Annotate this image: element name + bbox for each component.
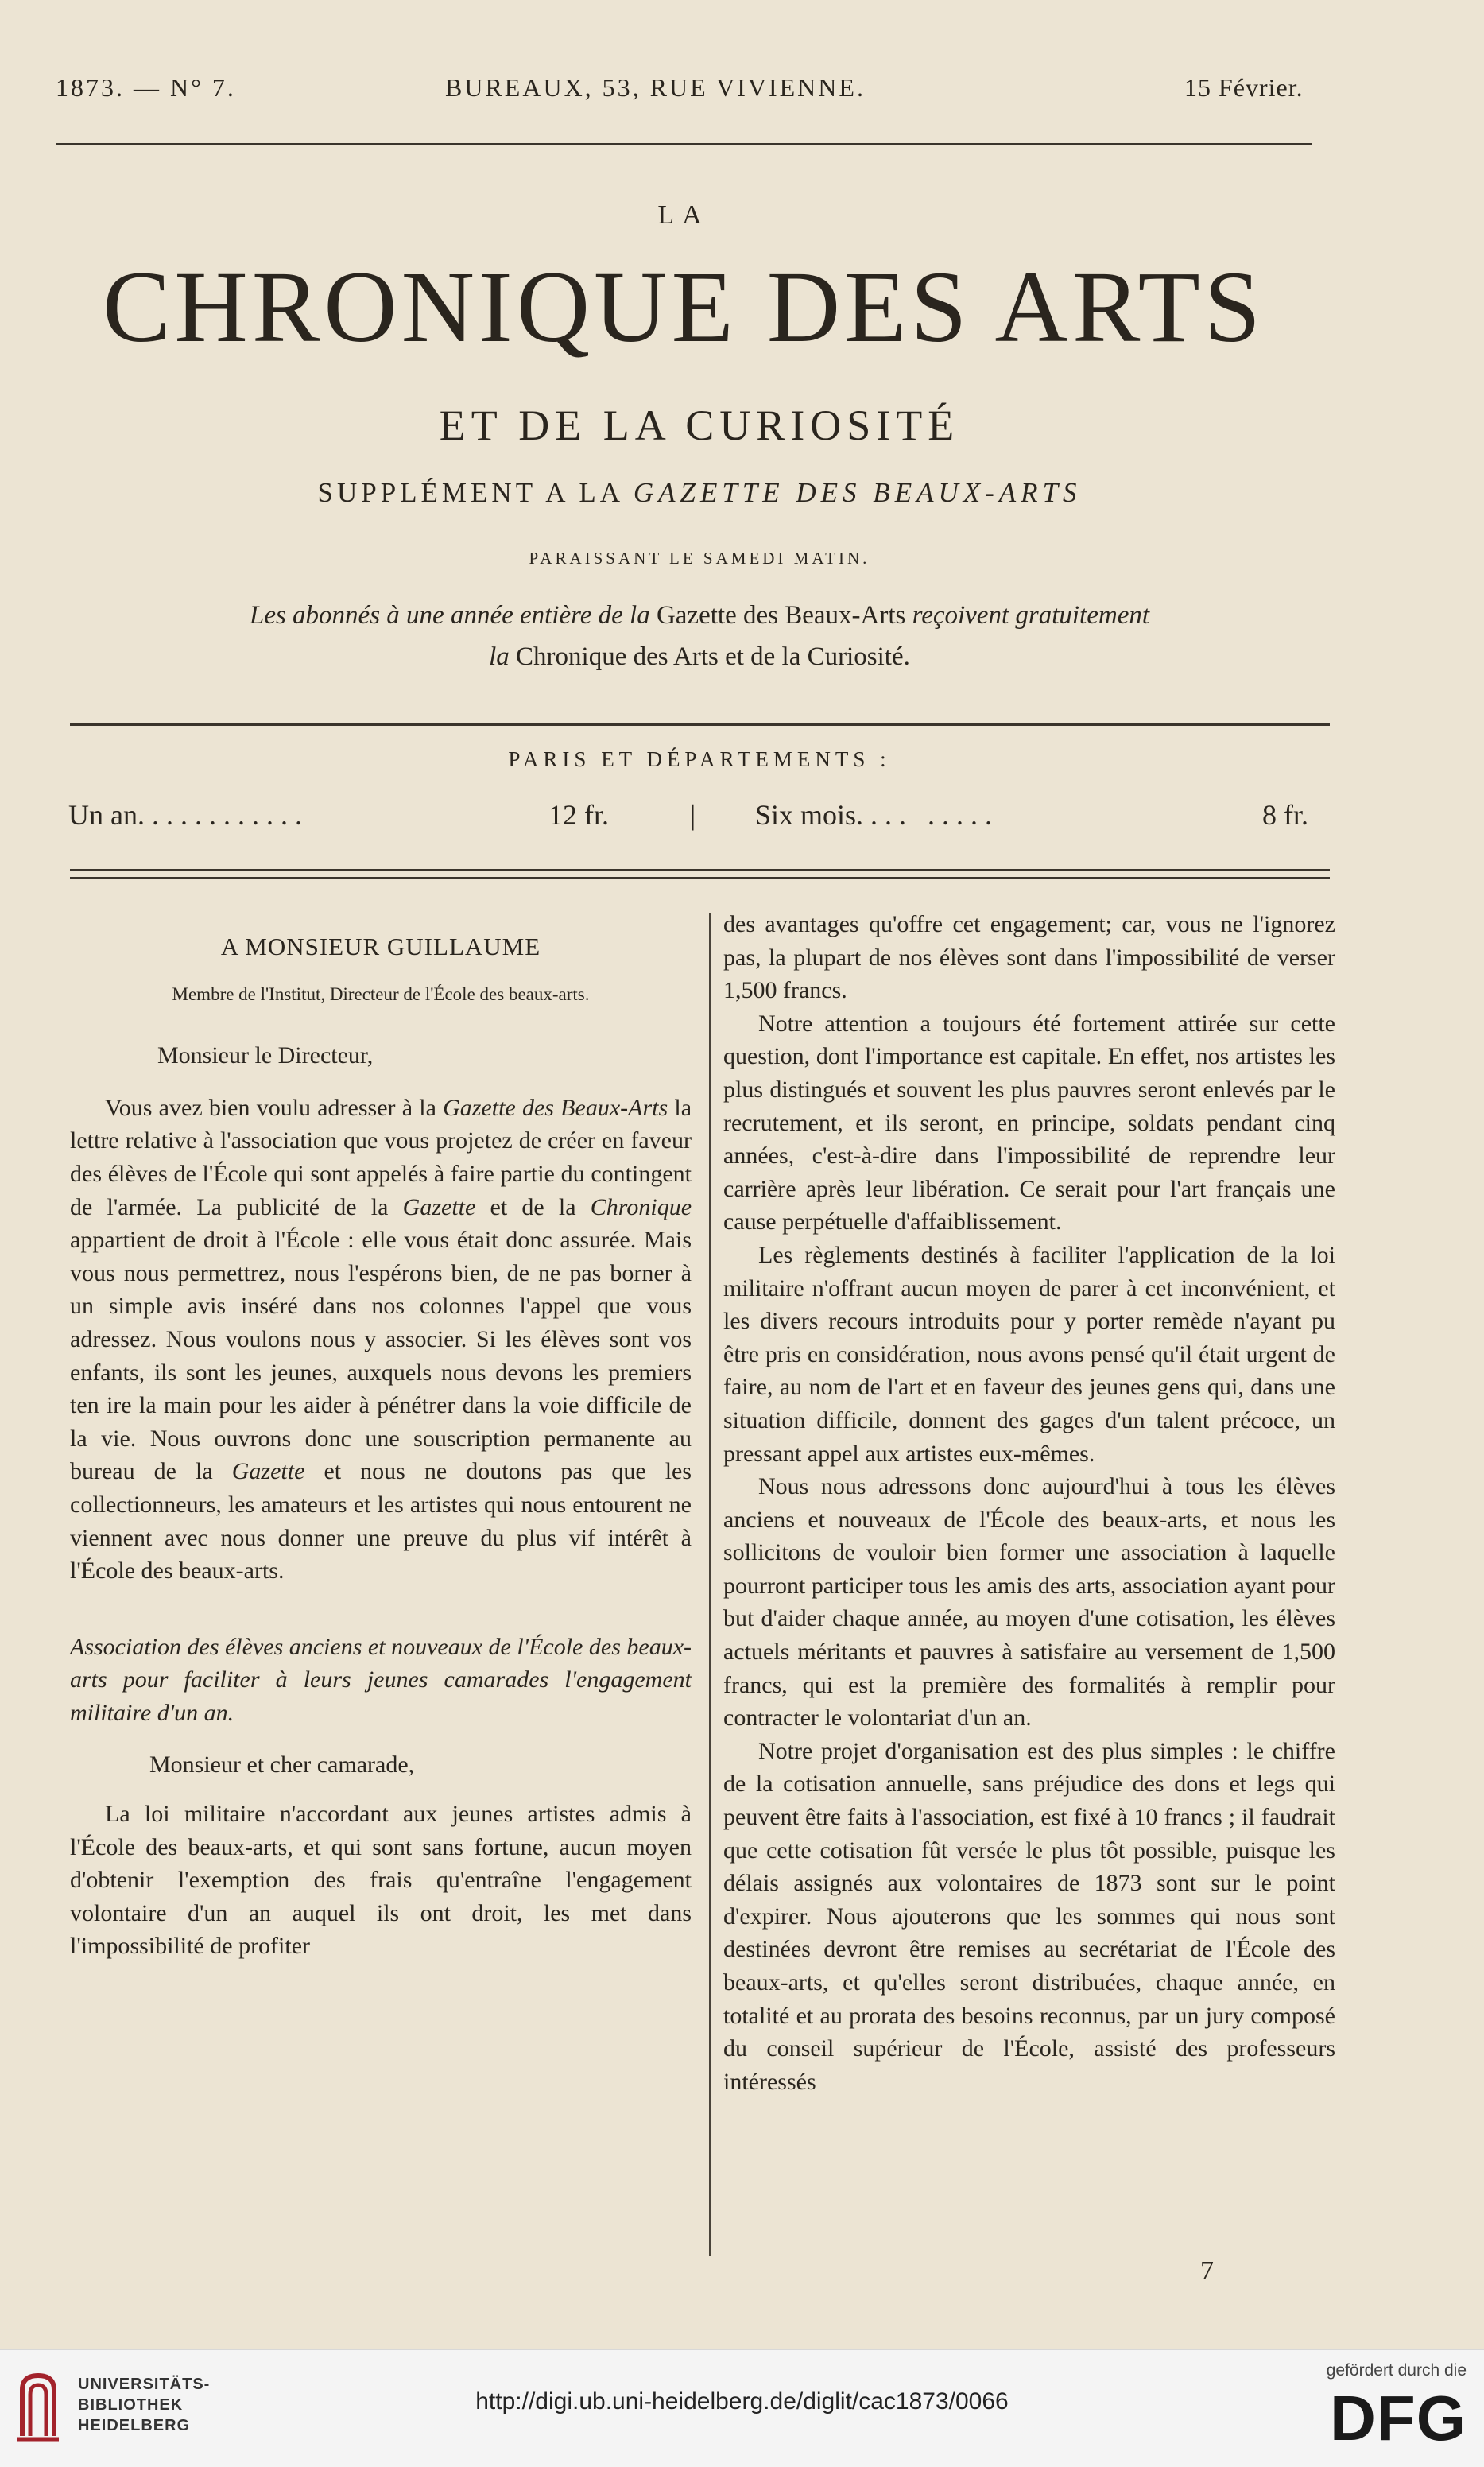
issue-number: 1873. — N° 7.	[56, 73, 236, 102]
library-line: UNIVERSITÄTS-	[78, 2376, 211, 2393]
article-heading: A MONSIEUR GUILLAUME	[220, 933, 541, 960]
masthead-subtitle: ET DE LA CURIOSITÉ	[439, 401, 960, 449]
subscription-heading: PARIS ET DÉPARTEMENTS :	[508, 747, 891, 771]
text-run: Chronique	[590, 1193, 692, 1220]
association-title: Association des élèves anciens et nouveaux de l'École des beaux-arts pour faciliter à leurs jeunes camarades l'engagement militaire d'un an.	[70, 1633, 692, 1726]
masthead-article: LA	[657, 200, 710, 230]
text-run: la lettre relative à l'association que vous projetez de créer en faveur des élèves de l'École qui sont appelés à faire partie du contingent de l'armée. La publicité de la	[70, 1094, 692, 1220]
text-run: Gazette	[231, 1458, 305, 1485]
subscription-rule-1	[70, 869, 1330, 871]
masthead-title: CHRONIQUE DES ARTS	[103, 250, 1265, 363]
subscriber-notice	[64, 595, 1335, 677]
masthead-rule	[70, 723, 1330, 726]
notice-part: Chronique des Arts et de la Curiosité.	[516, 642, 910, 671]
supplement-gazette: GAZETTE DES BEAUX-ARTS	[633, 477, 1082, 508]
paragraph-6: Nous nous adressons donc aujourd'hui à tous les élèves anciens et nouveaux de l'École des beaux-arts, et nous les sollicitons de vouloir bien former une association à laquelle pourront participer tous les amis des arts, association ayant pour but d'aider chaque année, au moyen d'une cotisation, les élèves actuels méritants et pauvres à satisfaire au versement de 1,500 francs, qui est la première des formalités à remplir pour contracter le volontariat d'un an.	[723, 1473, 1335, 1732]
notice-part: Gazette des Beaux-Arts	[656, 601, 906, 630]
text-run: appartient de droit à l'École : elle vous était donc assurée. Mais vous nous permettrez, nous l'espérons bien, de ne pas borner à un simple avis inséré dans nos colonnes l'appel que vous adressez. Nous voulons nous y associer. Si les élèves sont vos enfants, ils sont les jeunes, auxquels nous devons les premiers ten ire la main pour les aider à pénétrer dans la voie difficile de la vie. Nous ouvrons donc une souscription permanente au bureau de la	[70, 1227, 692, 1485]
paragraph-1	[70, 1092, 692, 1588]
salutation: Monsieur le Directeur,	[157, 1042, 374, 1069]
six-month-price: 8 fr.	[1262, 799, 1308, 831]
paragraph-5: Les règlements destinés à faciliter l'application de la loi militaire n'offrant aucun moyen de parer à cet inconvénient, et les divers recours introduits pour y porter remède n'ayant pu être pris en considération, nous avons pensé qu'il était urgent de faire, au nom de l'art et en faveur des jeunes gens qui, dans une situation difficile, donnent des gages d'un talent précoce, un pressant appel aux artistes eux-mêmes.	[723, 1241, 1335, 1467]
column-divider	[709, 913, 711, 2256]
subscription-rule-2	[70, 877, 1330, 879]
text-run: Vous avez bien voulu adresser à la	[105, 1094, 436, 1121]
library-line: HEIDELBERG	[78, 2417, 191, 2434]
year-label: Un an. . . . . . . . . . . .	[68, 799, 302, 831]
page-number: 7	[1200, 2256, 1214, 2286]
text-run: et nous ne doutons pas que les collectionneurs, les amateurs et les artistes qui nous entourent ne viennent avec nous donner une preuve du plus vif intérêt à l'École des beaux-arts.	[70, 1458, 692, 1585]
notice-part: la	[489, 642, 510, 671]
digitization-footer	[0, 2349, 1484, 2467]
paragraph-3: des avantages qu'offre cet engagement; car, vous ne l'ignorez pas, la plupart de nos élèves sont dans l'impossibilité de verser 1,500 francs.	[723, 911, 1335, 1004]
publication-schedule: PARAISSANT LE SAMEDI MATIN.	[529, 549, 870, 568]
text-run: Gazette	[402, 1193, 476, 1220]
header-rule	[56, 143, 1312, 145]
six-month-label: Six mois. . . . . . . . .	[755, 799, 993, 831]
notice-part: reçoivent gratuitement	[912, 601, 1150, 630]
salutation-2: Monsieur et cher camarade,	[149, 1751, 415, 1778]
price-separator: |	[690, 799, 696, 831]
year-price: 12 fr.	[548, 799, 609, 831]
text-run: Gazette des Beaux-Arts	[443, 1094, 668, 1121]
supplement-prefix: SUPPLÉMENT A LA	[317, 477, 623, 508]
dfg-logo[interactable]: DFG	[1330, 2383, 1467, 2453]
notice-part: Les abonnés à une année entière de la	[249, 601, 650, 630]
paragraph-4: Notre attention a toujours été fortement attirée sur cette question, dont l'importance est capitale. En effet, nos artistes les plus distingués et souvent les plus pauvres seront enlevés par le recrutement, et ils seront, en principe, soldats pendant cinq années, c'est-à-dire dans l'impossibilité de reprendre leur carrière après leur libération. Ce serait pour l'art français une cause perpétuelle d'affaiblissement.	[723, 1010, 1335, 1235]
article-subheading: Membre de l'Institut, Directeur de l'École des beaux-arts.	[172, 983, 590, 1004]
masthead-supplement	[0, 477, 1399, 509]
paragraph-7: Notre projet d'organisation est des plus simples : le chiffre de la cotisation annuelle, sans préjudice des dons et legs qui peuvent être faits à l'association, est fixé à 10 francs ; il faudrait que cette cotisation fût versée le plus tôt possible, puisque les délais assignés aux volontaires de 1873 sont sur le point d'expirer. Nous ajouterons que les sommes qui nous sont destinées devront être remises au secrétariat de l'École des beaux-arts, et qu'elles seront distribuées, chaque année, en totalité et au prorata des besoins reconnus, par un jury composé du conseil supérieur de l'École, assisté des professeurs intéressés	[723, 1737, 1335, 2095]
permalink-url[interactable]: http://digi.ub.uni-heidelberg.de/diglit/cac1873/0066	[475, 2388, 1009, 2415]
text-run: et de la	[490, 1193, 576, 1220]
paragraph-2: La loi militaire n'accordant aux jeunes artistes admis à l'École des beaux-arts, et qui sont sans fortune, aucun moyen d'obtenir l'exemption des frais qu'entraîne l'engagement volontaire d'un an auquel ils ont droit, les met dans l'impossibilité de profiter	[70, 1801, 692, 1960]
library-line: BIBLIOTHEK	[78, 2396, 184, 2414]
left-column	[70, 930, 692, 1963]
funded-by-label: gefördert durch die	[1326, 2361, 1467, 2380]
right-column	[723, 908, 1335, 2098]
issue-date: 15 Février.	[1184, 73, 1304, 102]
office-address: BUREAUX, 53, RUE VIVIENNE.	[445, 73, 866, 102]
